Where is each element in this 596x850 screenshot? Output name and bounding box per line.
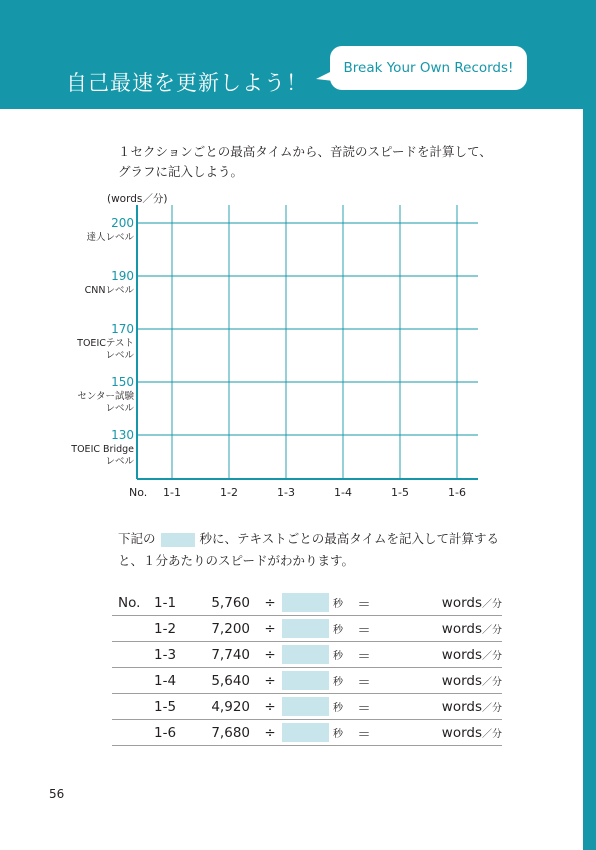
y-tick-value: 170	[111, 322, 134, 336]
divide-sign: ÷	[258, 616, 282, 642]
divide-sign: ÷	[258, 590, 282, 616]
result-unit-label: words／分	[425, 590, 502, 616]
x-tick-label: 1-3	[277, 486, 295, 499]
calc-row	[112, 616, 502, 642]
calc-row	[112, 694, 502, 720]
result-blank[interactable]	[377, 642, 425, 668]
equals-sign: ＝	[351, 668, 377, 694]
seconds-unit: 秒	[330, 616, 351, 642]
result-blank[interactable]	[377, 720, 425, 746]
seconds-input-box[interactable]	[282, 590, 330, 616]
per-minute-unit: ／分	[482, 728, 502, 740]
seconds-blank-fill[interactable]	[282, 619, 329, 638]
seconds-unit: 秒	[330, 694, 351, 720]
calc-row	[112, 590, 502, 616]
row-no-label	[112, 694, 154, 720]
y-tick-value: 130	[111, 428, 134, 442]
y-tick-value: 190	[111, 269, 134, 283]
y-tick-level-label: CNNレベル	[84, 285, 134, 296]
calc-row	[112, 720, 502, 746]
x-tick-label: 1-5	[391, 486, 409, 499]
x-tick-label: 1-1	[163, 486, 181, 499]
seconds-unit: 秒	[330, 642, 351, 668]
y-tick-level-label: 達人レベル	[86, 232, 134, 243]
calc-row	[112, 642, 502, 668]
y-tick-level-label: レベル	[105, 403, 134, 414]
row-no-label	[112, 668, 154, 694]
result-unit-label: words／分	[425, 616, 502, 642]
per-minute-unit: ／分	[482, 598, 502, 610]
seconds-unit: 秒	[330, 668, 351, 694]
per-minute-unit: ／分	[482, 702, 502, 714]
seconds-input-box[interactable]	[282, 720, 330, 746]
seconds-blank-fill[interactable]	[282, 723, 329, 742]
equals-sign: ＝	[351, 590, 377, 616]
word-count: 5,760	[190, 590, 258, 616]
instruction-suffix: 秒に、テキストごとの最高タイムを記入して計算する	[199, 531, 500, 546]
seconds-input-box[interactable]	[282, 694, 330, 720]
seconds-unit: 秒	[330, 590, 351, 616]
word-count: 7,680	[190, 720, 258, 746]
per-minute-unit: ／分	[482, 676, 502, 688]
equals-sign: ＝	[351, 720, 377, 746]
row-no-label	[112, 642, 154, 668]
section-number: 1-6	[154, 720, 190, 746]
x-tick-label: 1-6	[448, 486, 466, 499]
seconds-blank-fill[interactable]	[282, 697, 329, 716]
seconds-input-box[interactable]	[282, 616, 330, 642]
y-tick-level-label: センター試験	[77, 391, 134, 402]
result-blank[interactable]	[377, 590, 425, 616]
y-tick-level-label: レベル	[105, 350, 134, 361]
row-no-label: No.	[112, 590, 154, 616]
section-number: 1-5	[154, 694, 190, 720]
seconds-unit: 秒	[330, 720, 351, 746]
result-unit-label: words／分	[425, 642, 502, 668]
equals-sign: ＝	[351, 616, 377, 642]
word-count: 4,920	[190, 694, 258, 720]
per-minute-unit: ／分	[482, 624, 502, 636]
equals-sign: ＝	[351, 642, 377, 668]
y-tick-value: 200	[111, 216, 134, 230]
divide-sign: ÷	[258, 642, 282, 668]
result-blank[interactable]	[377, 668, 425, 694]
x-tick-label: 1-2	[220, 486, 238, 499]
word-count: 7,740	[190, 642, 258, 668]
calc-row	[112, 668, 502, 694]
x-tick-label: 1-4	[334, 486, 352, 499]
blank-box-example	[161, 533, 195, 547]
result-blank[interactable]	[377, 616, 425, 642]
intro-line-2: グラフに記入しよう。	[118, 164, 244, 179]
divide-sign: ÷	[258, 720, 282, 746]
divide-sign: ÷	[258, 694, 282, 720]
y-tick-level-label: レベル	[105, 456, 134, 467]
section-number: 1-2	[154, 616, 190, 642]
seconds-blank-fill[interactable]	[282, 671, 329, 690]
y-tick-value: 150	[111, 375, 134, 389]
y-axis-unit: (words／分)	[107, 193, 168, 205]
page-number: 56	[49, 787, 65, 801]
seconds-blank-fill[interactable]	[282, 645, 329, 664]
instruction-text	[118, 528, 499, 572]
y-tick-level-label: TOEICテスト	[77, 338, 134, 349]
result-unit-label: words／分	[425, 694, 502, 720]
word-count: 7,200	[190, 616, 258, 642]
instruction-line-2: と、１分あたりのスピードがわかります。	[118, 553, 355, 568]
result-unit-label: words／分	[425, 668, 502, 694]
instruction-prefix: 下記の	[118, 531, 156, 546]
section-number: 1-4	[154, 668, 190, 694]
intro-line-1: １セクションごとの最高タイムから、音読のスピードを計算して、	[118, 144, 492, 159]
x-axis-label: No.	[129, 486, 148, 499]
equals-sign: ＝	[351, 694, 377, 720]
seconds-input-box[interactable]	[282, 668, 330, 694]
section-number: 1-1	[154, 590, 190, 616]
word-count: 5,640	[190, 668, 258, 694]
y-tick-level-label: TOEIC Bridge	[71, 444, 134, 455]
section-number: 1-3	[154, 642, 190, 668]
row-no-label	[112, 616, 154, 642]
instruction-line-1	[118, 528, 499, 550]
divide-sign: ÷	[258, 668, 282, 694]
row-no-label	[112, 720, 154, 746]
seconds-blank-fill[interactable]	[282, 593, 329, 612]
speech-bubble-text: Break Your Own Records!	[343, 60, 514, 76]
result-unit-label: words／分	[425, 720, 502, 746]
result-blank[interactable]	[377, 694, 425, 720]
calc-table	[112, 590, 502, 746]
seconds-input-box[interactable]	[282, 642, 330, 668]
page-title: 自己最速を更新しよう！	[66, 71, 308, 95]
per-minute-unit: ／分	[482, 650, 502, 662]
